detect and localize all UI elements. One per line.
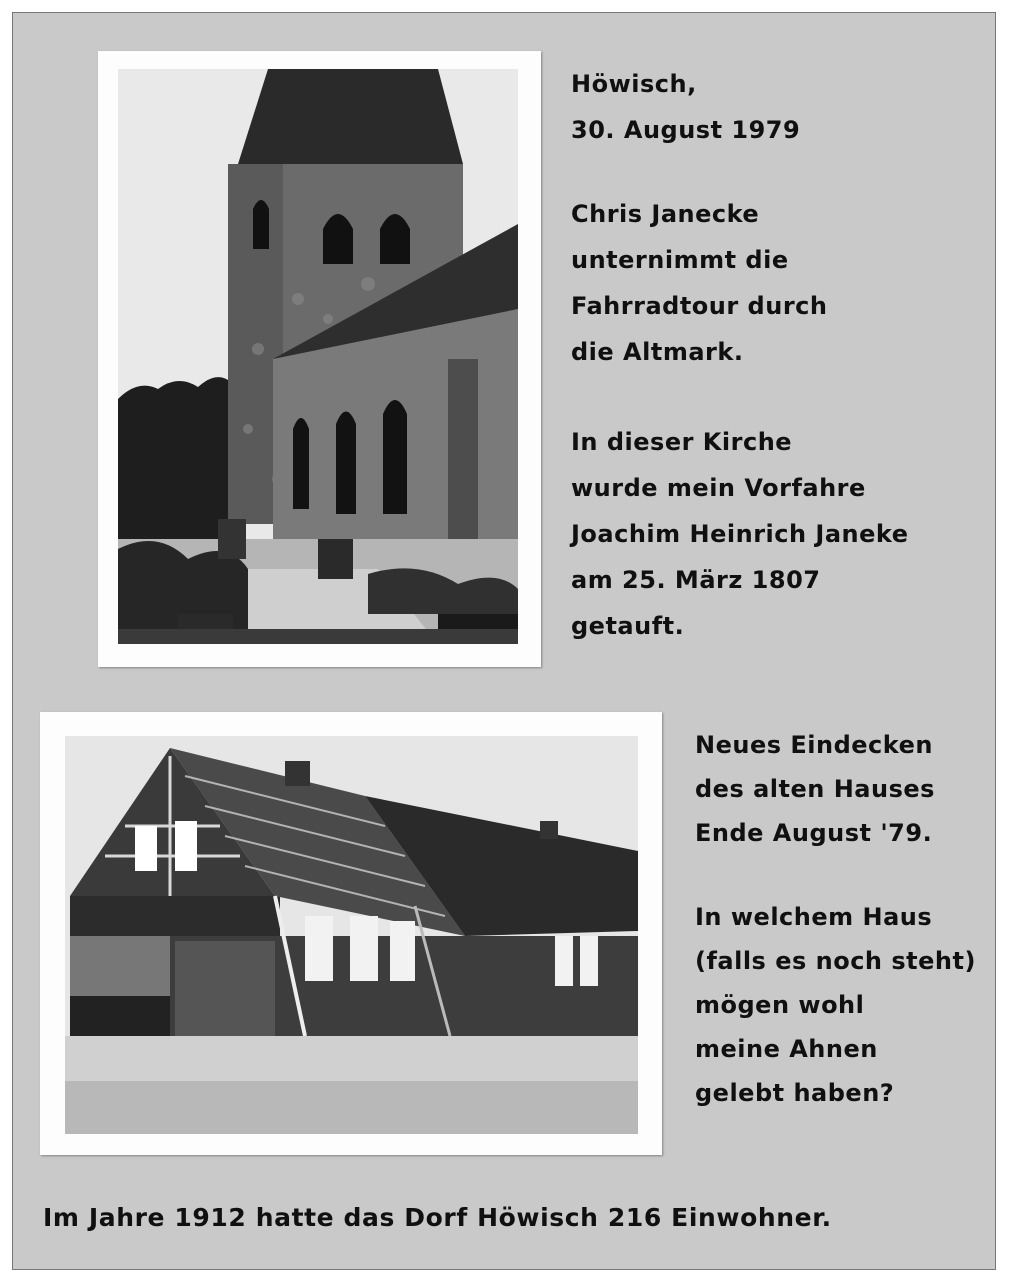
caption-line: In welchem Haus [695, 903, 933, 931]
caption-line: Chris Janecke [571, 200, 760, 228]
caption-line: des alten Hauses [695, 775, 935, 803]
caption-line: Joachim Heinrich Janeke [571, 520, 909, 548]
caption-line: wurde mein Vorfahre [571, 474, 866, 502]
album-page [12, 12, 996, 1270]
caption-line: die Altmark. [571, 338, 744, 366]
caption-line: Ende August '79. [695, 819, 933, 847]
church-photo [98, 51, 541, 667]
house-photo-image [65, 736, 638, 1134]
house-photo [40, 712, 662, 1155]
caption-line: getauft. [571, 612, 685, 640]
caption-line: In dieser Kirche [571, 428, 793, 456]
caption-line: gelebt haben? [695, 1079, 895, 1107]
caption-date: 30. August 1979 [571, 116, 801, 144]
caption-line: Neues Eindecken [695, 731, 933, 759]
caption-line: unternimmt die [571, 246, 789, 274]
caption-line: meine Ahnen [695, 1035, 878, 1063]
bottom-caption: Im Jahre 1912 hatte das Dorf Höwisch 216 Einwohner. [43, 1203, 832, 1232]
caption-line: (falls es noch steht) [695, 947, 976, 975]
house-caption [695, 723, 976, 1115]
caption-place: Höwisch, [571, 70, 697, 98]
caption-line: mögen wohl [695, 991, 865, 1019]
church-caption [571, 61, 909, 649]
church-photo-image [118, 69, 518, 644]
caption-line: am 25. März 1807 [571, 566, 821, 594]
caption-line: Fahrradtour durch [571, 292, 828, 320]
